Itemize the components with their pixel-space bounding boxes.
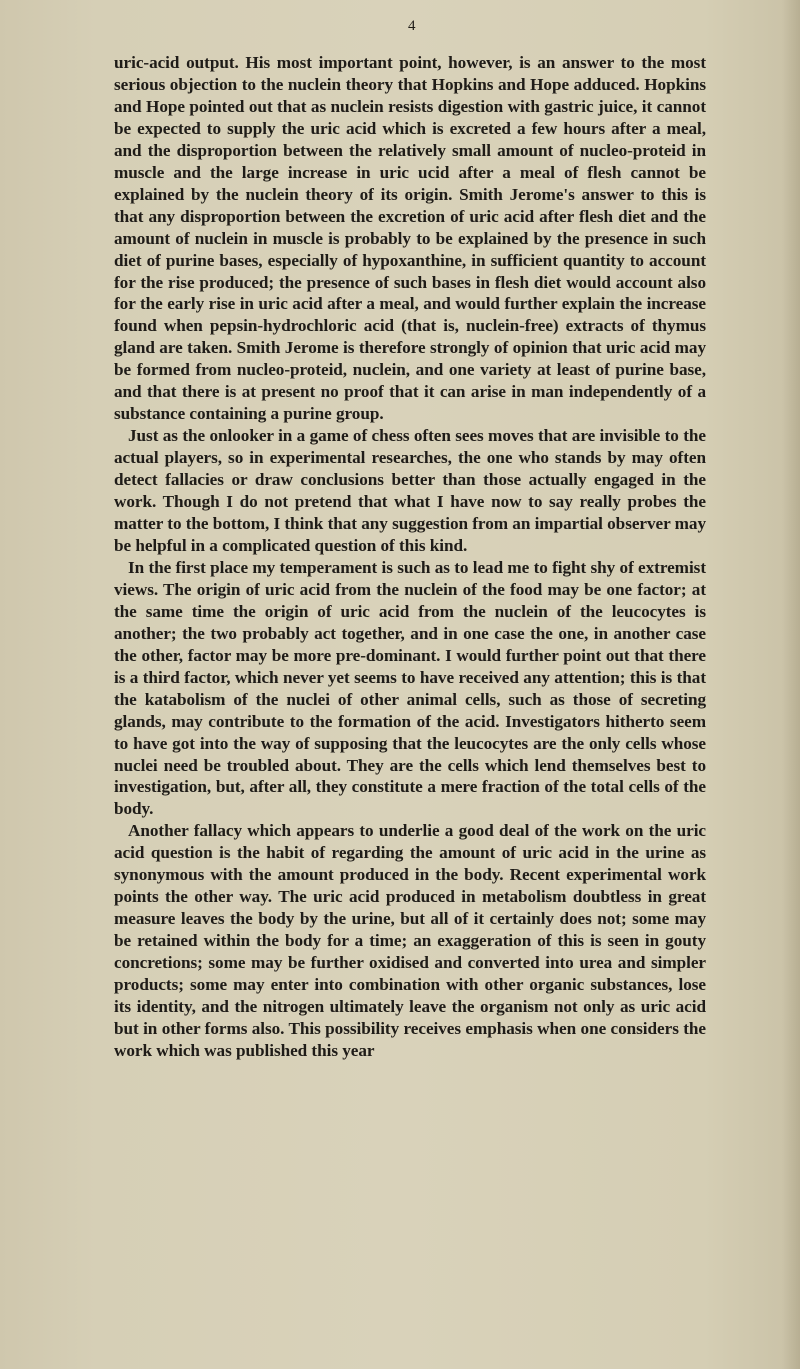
page-edge-shadow	[782, 0, 800, 1369]
body-text	[114, 52, 706, 1062]
page-number: 4	[408, 18, 416, 34]
paragraph-3: In the first place my temperament is such as to lead me to fight shy of extremist views. The origin of uric acid from the nuclein of the food may be one factor; at the same time the origin of uric acid from the nuclein of the leucocytes is another; the two probably act together, and in one case the one, in another case the other, factor may be more pre-dominant. I would further point out that there is a third factor, which never yet seems to have received any attention; this is that the katabolism of the nuclei of other animal cells, such as those of secreting glands, may contribute to the formation of the acid. Investigators hitherto seem to have got into the way of supposing that the leucocytes are the only cells whose nuclei need be troubled about. They are the cells which lend themselves best to investigation, but, after all, they constitute a mere fraction of the total cells of the body.	[114, 557, 706, 819]
paragraph-4: Another fallacy which appears to underlie a good deal of the work on the uric acid question is the habit of regarding the amount of uric acid in the urine as synonymous with the amount produced in the body. Recent experimental work points the other way. The uric acid produced in metabolism doubtless in great measure leaves the body by the urine, but all of it certainly does not; some may be retained within the body for a time; an exaggeration of this is seen in gouty concretions; some may be further oxidised and converted into urea and simpler products; some may enter into combination with other organic substances, lose its identity, and the nitrogen ultimately leave the organism not only as uric acid but in other forms also. This possibility receives emphasis when one considers the work which was published this year	[114, 821, 706, 1060]
paragraph-2: Just as the onlooker in a game of chess often sees moves that are invisible to the actual players, so in experimental researches, the one who stands by may often detect fallacies or draw conclusions better than those actually engaged in the work. Though I do not pretend that what I have now to say really probes the matter to the bottom, I think that any suggestion from an impartial observer may be helpful in a complicated question of this kind.	[114, 426, 706, 555]
paragraph-1: uric-acid output. His most important point, however, is an answer to the most serious objection to the nuclein theory that Hopkins and Hope adduced. Hopkins and Hope pointed out that as nuclein resists digestion with gastric juice, it cannot be expected to supply the uric acid which is excreted a few hours after a meal, and the disproportion between the relatively small amount of nucleo-proteid in muscle and the large increase in uric ucid after a meal of flesh cannot be explained by the nuclein theory of its origin. Smith Jerome's answer to this is that any disproportion between the excretion of uric acid after flesh diet and the amount of nuclein in muscle is probably to be explained by the presence in such diet of purine bases, especially of hypoxanthine, in sufficient quantity to account for the rise produced; the presence of such bases in flesh diet would account also for the early rise in uric acid after a meal, and would further explain the increase found when pepsin-hydrochloric acid (that is, nuclein-free) extracts of thymus gland are taken. Smith Jerome is therefore strongly of opinion that uric acid may be formed from nucleo-proteid, nuclein, and one variety at least of purine base, and that there is at present no proof that it can arise in man independently of a substance containing a purine group.	[114, 53, 706, 424]
